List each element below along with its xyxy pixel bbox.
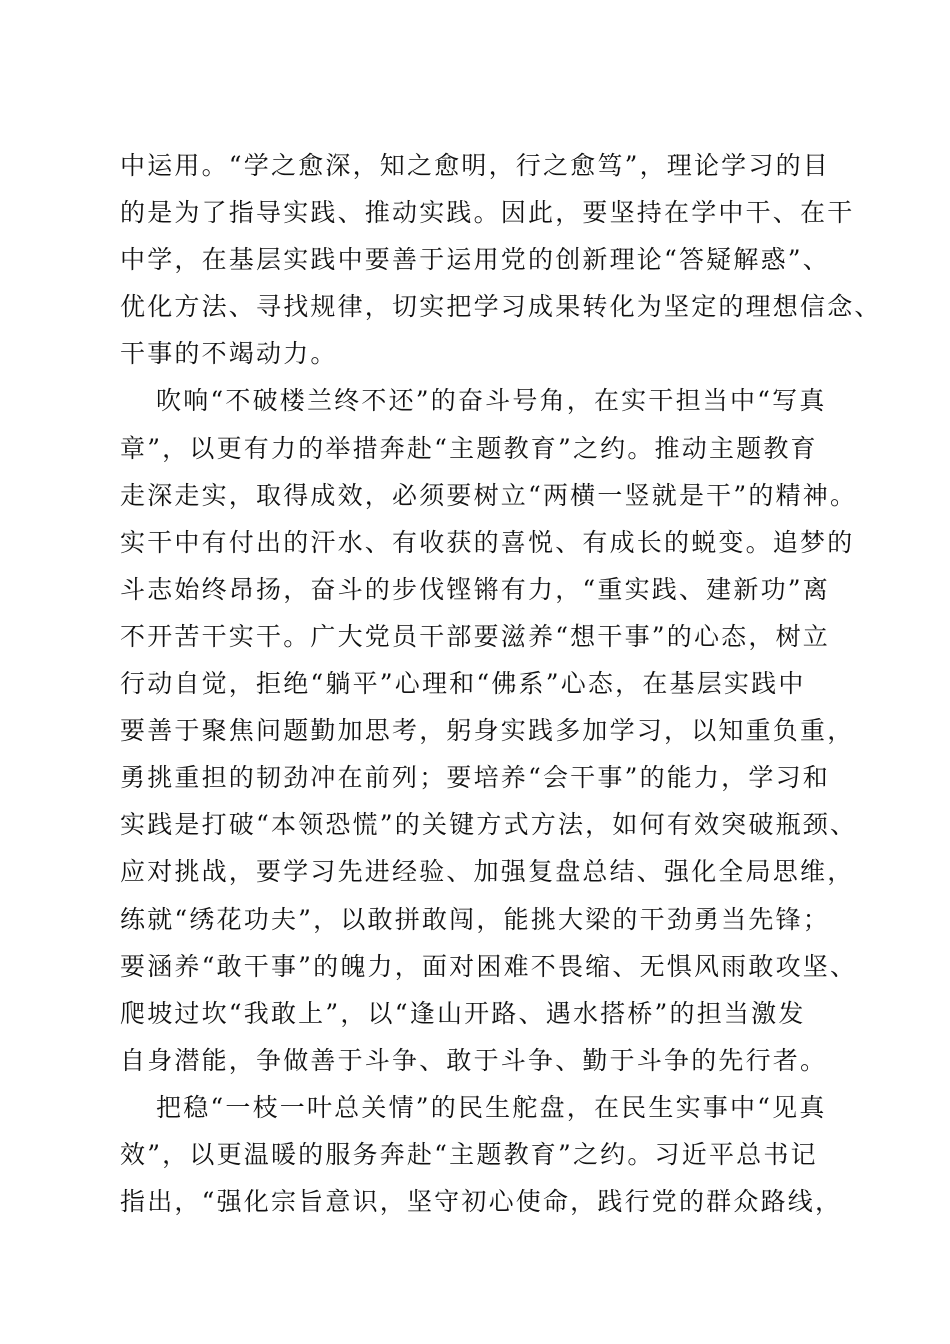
text-line: 优化方法、寻找规律，切实把学习成果转化为坚定的理想信念、 bbox=[120, 292, 882, 322]
paragraph-start-line: 吹响“不破楼兰终不还”的奋斗号角，在实干担当中“写真 bbox=[156, 386, 827, 416]
text-line: 应对挑战，要学习先进经验、加强复盘总结、强化全局思维， bbox=[120, 857, 855, 887]
text-line: 实践是打破“本领恐慌”的关键方式方法，如何有效突破瓶颈、 bbox=[120, 810, 858, 840]
text-line: 中学，在基层实践中要善于运用党的创新理论“答疑解惑”、 bbox=[120, 245, 830, 275]
document-body bbox=[120, 142, 882, 1225]
text-line: 自身潜能，争做善于斗争、敢于斗争、勤于斗争的先行者。 bbox=[120, 1045, 828, 1075]
text-line: 斗志始终昂扬，奋斗的步伐铿锵有力，“重实践、建新功”离 bbox=[120, 574, 830, 604]
text-line: 走深走实，取得成效，必须要树立“两横一竖就是干”的精神。 bbox=[120, 480, 858, 510]
text-line: 不开苦干实干。广大党员干部要滋养“想干事”的心态，树立 bbox=[120, 621, 830, 651]
text-line: 指出，“强化宗旨意识，坚守初心使命，践行党的群众路线， bbox=[120, 1187, 843, 1217]
paragraph-start-line: 把稳“一枝一叶总关情”的民生舵盘，在民生实事中“见真 bbox=[156, 1092, 827, 1122]
text-line: 练就“绣花功夫”，以敢拼敢闯，能挑大梁的干劲勇当先锋； bbox=[120, 904, 830, 934]
text-line: 爬坡过坎“我敢上”，以“逢山开路、遇水搭桥”的担当激发 bbox=[120, 998, 806, 1028]
text-line: 行动自觉，拒绝“躺平”心理和“佛系”心态，在基层实践中 bbox=[120, 669, 806, 699]
text-line: 实干中有付出的汗水、有收获的喜悦、有成长的蜕变。追梦的 bbox=[120, 527, 855, 557]
text-line: 勇挑重担的韧劲冲在前列；要培养“会干事”的能力，学习和 bbox=[120, 763, 830, 793]
text-line: 章”，以更有力的举措奔赴“主题教育”之约。推动主题教育 bbox=[120, 433, 818, 463]
text-line: 中运用。“学之愈深，知之愈明，行之愈笃”，理论学习的目 bbox=[120, 151, 830, 180]
text-line: 效”，以更温暖的服务奔赴“主题教育”之约。习近平总书记 bbox=[120, 1139, 818, 1169]
text-line: 干事的不竭动力。 bbox=[120, 339, 338, 369]
text-line: 的是为了指导实践、推动实践。因此，要坚持在学中干、在干 bbox=[120, 198, 855, 228]
text-line: 要涵养“敢干事”的魄力，面对困难不畏缩、无惧风雨敢攻坚、 bbox=[120, 951, 858, 981]
text-line: 要善于聚焦问题勤加思考，躬身实践多加学习，以知重负重， bbox=[120, 716, 855, 746]
